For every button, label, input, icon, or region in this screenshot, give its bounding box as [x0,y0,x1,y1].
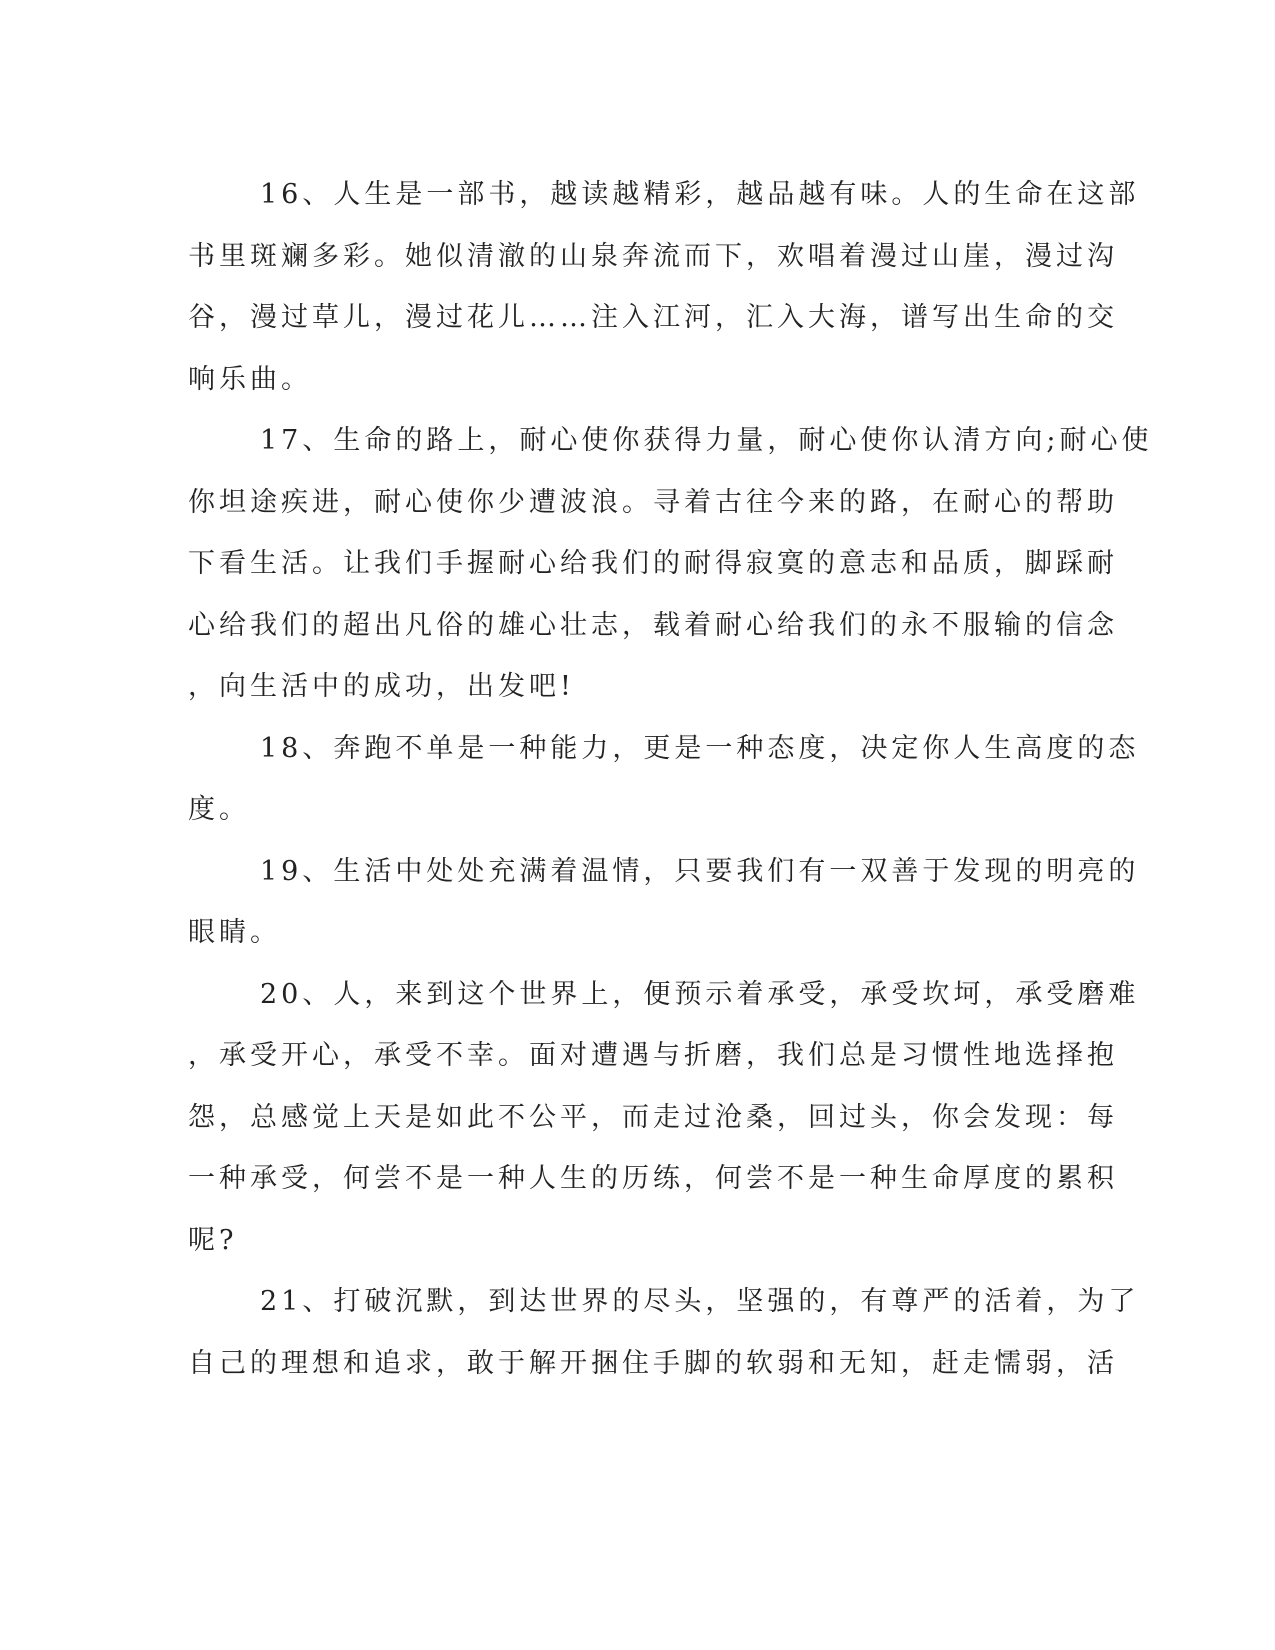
paragraph-19 [188,841,1140,964]
text-line: 16、人生是一部书，越读越精彩，越品越有味。人的生命在这部 [260,179,1140,210]
paragraph-17 [188,410,1153,718]
text-line: 17、生命的路上，耐心使你获得力量，耐心使你认清方向;耐心使 [260,425,1153,456]
document-body [188,164,1153,1394]
text-line: 一种承受，何尝不是一种人生的历练，何尝不是一种生命厚度的累积 [188,1163,1118,1194]
paragraph-16 [188,164,1140,410]
text-line: 18、奔跑不单是一种能力，更是一种态度，决定你人生高度的态 [260,732,1140,764]
text-line: 谷，漫过草儿，漫过花儿……注入江河，汇入大海，谱写出生命的交 [188,302,1118,333]
text-line: 自己的理想和追求，敢于解开捆住手脚的软弱和无知，赶走懦弱，活 [188,1347,1118,1379]
text-line: 下看生活。让我们手握耐心给我们的耐得寂寞的意志和品质，脚踩耐 [188,548,1118,579]
text-line: 书里斑斓多彩。她似清澈的山泉奔流而下，欢唱着漫过山崖，漫过沟 [188,240,1118,272]
text-line: 你坦途疾进，耐心使你少遭波浪。寻着古往今来的路，在耐心的帮助 [188,486,1118,518]
text-line: 呢? [188,1224,238,1256]
paragraph-21 [188,1271,1140,1394]
paragraph-20 [188,964,1140,1272]
paragraph-18 [188,718,1140,841]
text-line: 眼睛。 [188,917,281,948]
text-line: 响乐曲。 [188,363,312,395]
text-line: ，向生活中的成功，出发吧! [188,671,575,702]
text-line: 21、打破沉默，到达世界的尽头，坚强的，有尊严的活着，为了 [260,1286,1140,1317]
text-line: 20、人，来到这个世界上，便预示着承受，承受坎坷，承受磨难 [260,978,1140,1010]
text-line: 心给我们的超出凡俗的雄心壮志，载着耐心给我们的永不服输的信念 [188,609,1118,641]
text-line: 怨，总感觉上天是如此不公平，而走过沧桑，回过头，你会发现：每 [188,1101,1118,1133]
text-line: ，承受开心，承受不幸。面对遭遇与折磨，我们总是习惯性地选择抱 [188,1040,1118,1071]
text-line: 19、生活中处处充满着温情，只要我们有一双善于发现的明亮的 [260,855,1140,887]
text-line: 度。 [188,794,250,825]
